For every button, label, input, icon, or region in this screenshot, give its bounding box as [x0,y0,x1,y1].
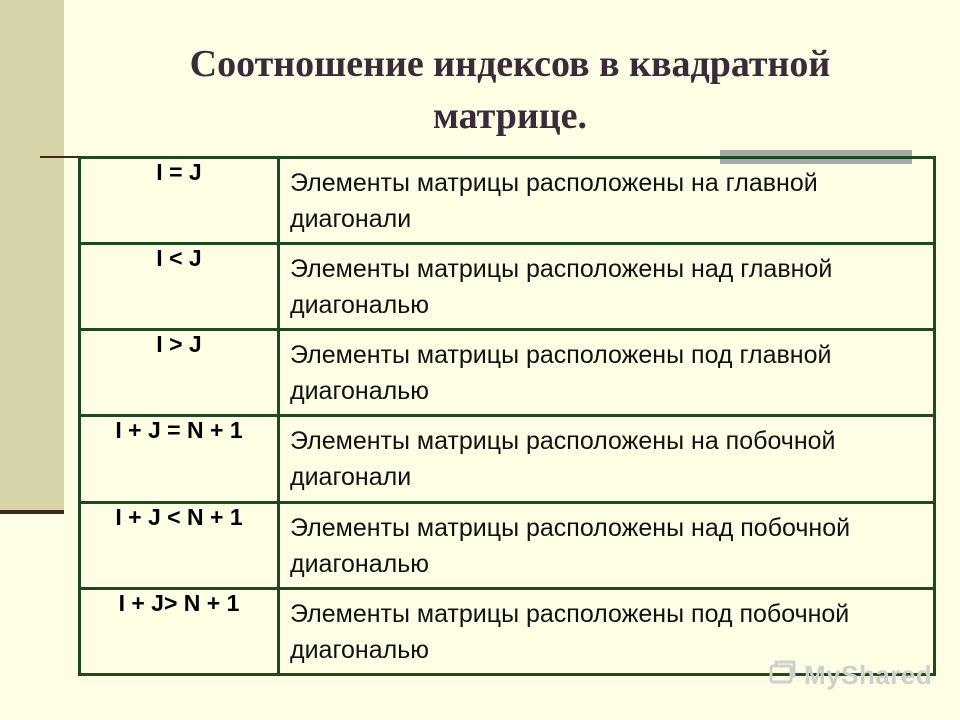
watermark-text: MyShared [804,660,933,690]
table-row [80,502,935,588]
left-decorative-bar [0,0,64,512]
table-row [80,244,935,330]
slide-title-line-2: матрице. [432,95,588,137]
condition-cell: I + J < N + 1 [80,502,279,588]
condition-cell: I > J [80,330,279,416]
description-cell: Элементы матрицы расположены под побочной диагональю [279,588,935,674]
condition-cell: I = J [80,158,279,244]
description-cell: Элементы матрицы расположены над главной диагональю [279,244,935,330]
table-row [80,416,935,502]
condition-cell: I + J = N + 1 [80,416,279,502]
slide-title-line-1: Соотношение индексов в квадратной [189,43,831,85]
watermark [770,660,932,691]
index-relation-table [78,156,936,676]
slide-title [120,38,900,142]
condition-cell: I + J> N + 1 [80,588,279,674]
left-accent-line-top [40,156,78,158]
description-cell: Элементы матрицы расположены на главной диагонали [279,158,935,244]
description-cell: Элементы матрицы расположены на побочной диагонали [279,416,935,502]
table-row [80,330,935,416]
table-row [80,158,935,244]
description-cell: Элементы матрицы расположены над побочной диагональю [279,502,935,588]
description-cell: Элементы матрицы расположены под главной диагональю [279,330,935,416]
condition-cell: I < J [80,244,279,330]
left-accent-line-bottom [0,510,64,514]
